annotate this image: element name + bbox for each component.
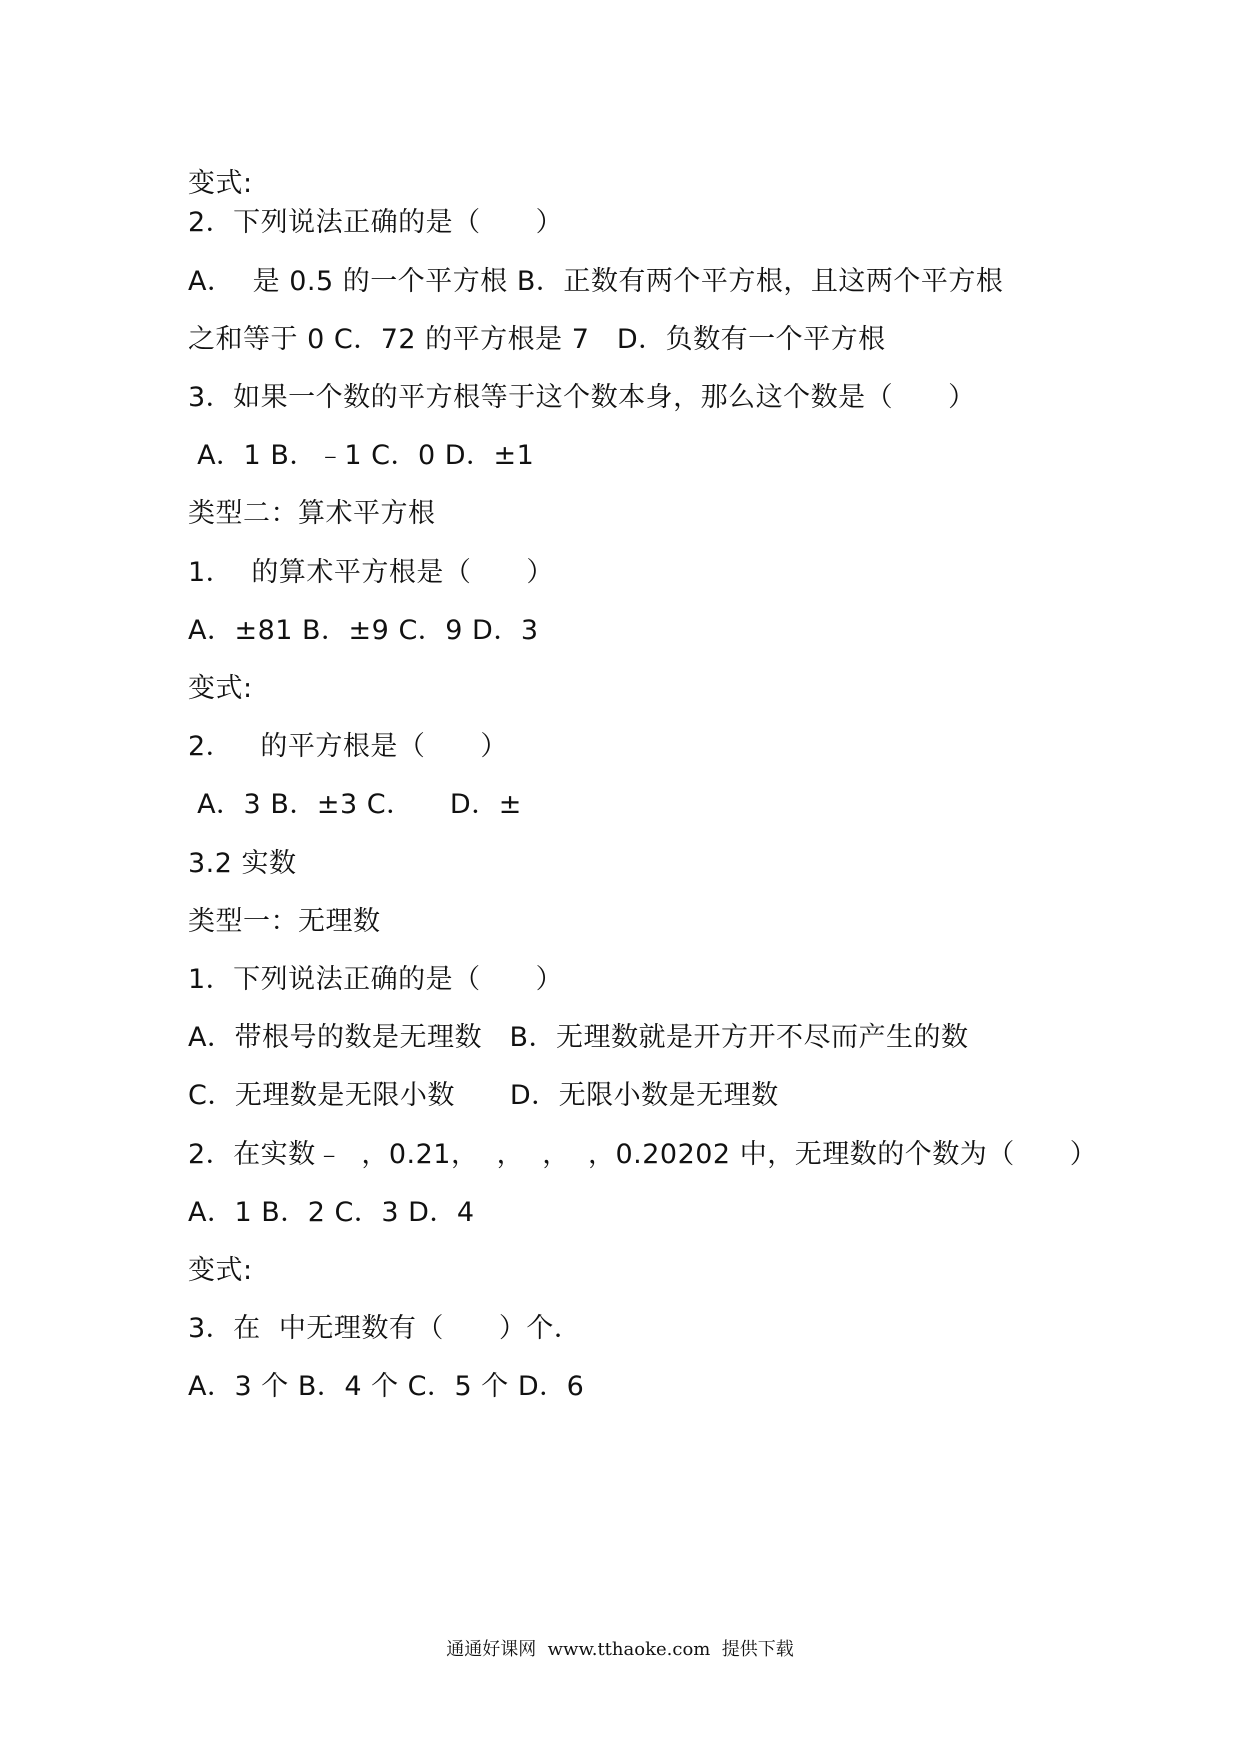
type1-question-1-options-line-2: C．无理数是无限小数 D．无限小数是无理数 — [188, 1080, 779, 1111]
type1-question-1: 1．下列说法正确的是（ ） — [188, 964, 564, 995]
page-footer: 通通好课网 www.tthaoke.com 提供下载 — [446, 1639, 794, 1660]
type1-question-2: 2．在实数﹣ ，0.21， ， ， ，0.20202 中，无理数的个数为（ ） — [188, 1139, 1098, 1170]
question-2-options-line-2: 之和等于 0 C．72 的平方根是 7 D．负数有一个平方根 — [188, 324, 886, 355]
type1-question-3-options: A．3 个 B．4 个 C．5 个 D．6 — [188, 1371, 585, 1402]
type2-question-2-options: A．3 B．±3 C． D．± — [188, 789, 522, 820]
type1-question-2-options: A．1 B．2 C．3 D．4 — [188, 1197, 475, 1228]
type1-question-3: 3．在 中无理数有（ ）个． — [188, 1313, 582, 1344]
question-2-options-line-1: A． 是 0.5 的一个平方根 B．正数有两个平方根，且这两个平方根 — [188, 266, 1004, 297]
type2-question-2: 2． 的平方根是（ ） — [188, 731, 508, 762]
question-2: 2．下列说法正确的是（ ） — [188, 207, 564, 238]
chapter-3-2-heading: 3.2 实数 — [188, 848, 297, 879]
variant-heading: 变式: — [188, 1255, 253, 1286]
type1-question-1-options-line-1: A．带根号的数是无理数 B．无理数就是开方开不尽而产生的数 — [188, 1022, 969, 1053]
type2-question-1: 1． 的算术平方根是（ ） — [188, 557, 554, 588]
type2-question-1-options: A．±81 B．±9 C．9 D．3 — [188, 615, 539, 646]
question-3-options: A．1 B．﹣1 C．0 D．±1 — [188, 440, 535, 471]
variant-heading: 变式: — [188, 673, 253, 704]
variant-heading: 变式: — [188, 168, 253, 199]
section-type-1-heading: 类型一：无理数 — [188, 906, 381, 937]
section-type-2-heading: 类型二：算术平方根 — [188, 498, 436, 529]
question-3: 3．如果一个数的平方根等于这个数本身，那么这个数是（ ） — [188, 382, 976, 413]
